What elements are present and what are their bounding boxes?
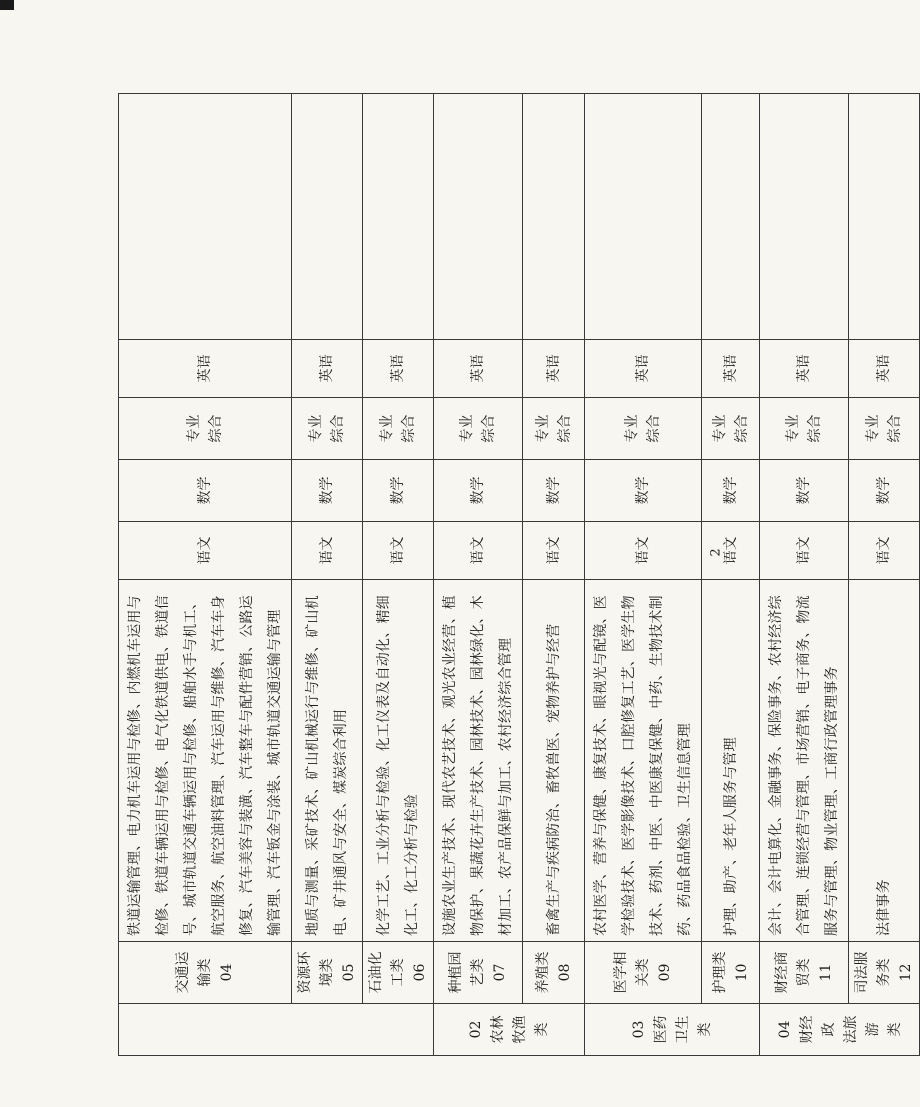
group-code: 04 bbox=[776, 1020, 793, 1039]
math-cell: 数学 bbox=[849, 460, 920, 522]
category-code: 09 bbox=[657, 963, 673, 982]
math-cell: 数学 bbox=[585, 460, 702, 522]
category-cell bbox=[585, 942, 702, 1004]
category-cell bbox=[702, 942, 760, 1004]
table-row bbox=[702, 94, 760, 1056]
category-name: 种植园艺类 bbox=[448, 951, 486, 994]
blank-cell bbox=[363, 94, 434, 340]
chinese-cell: 语文 bbox=[363, 522, 434, 580]
english-cell: 英语 bbox=[363, 340, 434, 398]
english-cell: 英语 bbox=[434, 340, 523, 398]
chinese-cell: 语文 bbox=[760, 522, 849, 580]
category-code: 12 bbox=[898, 963, 914, 982]
chinese-cell: 语文 bbox=[292, 522, 363, 580]
group-cell bbox=[119, 1004, 434, 1056]
specialty-cell: 专业 综合 bbox=[119, 398, 292, 460]
category-code: 11 bbox=[818, 963, 834, 982]
specialty-cell: 专业 综合 bbox=[434, 398, 523, 460]
exam-subject-table bbox=[118, 93, 920, 1056]
blank-cell bbox=[849, 94, 920, 340]
majors-cell: 设施农业生产技术、现代农艺技术、观光农业经营、植物保护、果蔬花卉生产技术、园林技术、园林绿化、木材加工、农产品保鲜与加工、农村经济综合管理 bbox=[434, 580, 523, 942]
category-code: 08 bbox=[556, 963, 573, 982]
table-row bbox=[434, 94, 523, 1056]
table-row bbox=[119, 94, 292, 1056]
group-cell: 02 农林 牧渔类 bbox=[434, 1004, 585, 1056]
category-name: 财经商贸类 bbox=[774, 951, 812, 994]
category-name: 护理类 bbox=[711, 951, 728, 994]
category-name: 石油化工类 bbox=[368, 951, 406, 994]
specialty-cell: 专业 综合 bbox=[363, 398, 434, 460]
category-name: 养殖类 bbox=[534, 951, 551, 994]
specialty-cell: 专业 综合 bbox=[523, 398, 585, 460]
category-cell bbox=[760, 942, 849, 1004]
math-cell: 数学 bbox=[523, 460, 585, 522]
category-cell bbox=[119, 942, 292, 1004]
chinese-cell: 语文 bbox=[434, 522, 523, 580]
english-cell: 英语 bbox=[523, 340, 585, 398]
group-code: 03 bbox=[631, 1020, 647, 1039]
majors-cell: 化学工艺、工业分析与检验、化工仪表及自动化、精细化工、化工分析与检验 bbox=[363, 580, 434, 942]
scan-corner-mark bbox=[0, 0, 14, 10]
blank-cell bbox=[119, 94, 292, 340]
blank-cell bbox=[434, 94, 523, 340]
blank-cell bbox=[292, 94, 363, 340]
specialty-cell: 专业 综合 bbox=[849, 398, 920, 460]
blank-cell bbox=[760, 94, 849, 340]
math-cell: 数学 bbox=[292, 460, 363, 522]
group-code: 02 bbox=[468, 1020, 484, 1039]
chinese-cell: 语文 bbox=[523, 522, 585, 580]
specialty-cell: 专业 综合 bbox=[702, 398, 760, 460]
english-cell: 英语 bbox=[119, 340, 292, 398]
table-row bbox=[849, 94, 920, 1056]
math-cell: 数学 bbox=[434, 460, 523, 522]
chinese-cell: 语文 bbox=[119, 522, 292, 580]
chinese-cell: 语文 bbox=[849, 522, 920, 580]
majors-cell: 地质与测量、采矿技术、矿山机械运行与维修、矿山机电、矿井通风与安全、煤炭综合利用 bbox=[292, 580, 363, 942]
english-cell: 英语 bbox=[760, 340, 849, 398]
group-cell: 04 财经政 法旅游 类 bbox=[760, 1004, 920, 1056]
category-code: 04 bbox=[219, 963, 235, 982]
table-row bbox=[292, 94, 363, 1056]
category-code: 07 bbox=[492, 963, 508, 982]
blank-cell bbox=[523, 94, 585, 340]
blank-cell bbox=[702, 94, 760, 340]
majors-cell: 铁道运输管理、电力机车运用与检修、内燃机车运用与检修、铁道车辆运用与检修、电气化铁道供电、铁道信号、城市轨道交通车辆运用与检修、船舶水手与机工、航空服务、航空油料管理、汽车运用与维修、汽车车身修复、汽车美容与装潢、汽车整车与配件营销、公路运输管理、汽车钣金与涂装、城市轨道交通运输与管理 bbox=[119, 580, 292, 942]
table-row bbox=[363, 94, 434, 1056]
english-cell: 英语 bbox=[702, 340, 760, 398]
category-cell bbox=[849, 942, 920, 1004]
table-row bbox=[523, 94, 585, 1056]
category-name: 交通运输类 bbox=[175, 951, 213, 994]
table-row bbox=[585, 94, 702, 1056]
majors-cell: 会计、会计电算化、金融事务、保险事务、农村经济综合管理、连锁经营与管理、市场营销、电子商务、物流服务与管理、物业管理、工商行政管理事务 bbox=[760, 580, 849, 942]
category-cell bbox=[434, 942, 523, 1004]
majors-cell: 护理、助产、老年人服务与管理 bbox=[702, 580, 760, 942]
chinese-cell: 语文 bbox=[585, 522, 702, 580]
category-cell bbox=[292, 942, 363, 1004]
category-name: 司法服务类 bbox=[854, 951, 892, 994]
group-cell: 03 医药 卫生类 bbox=[585, 1004, 760, 1056]
specialty-cell: 专业 综合 bbox=[585, 398, 702, 460]
category-cell bbox=[523, 942, 585, 1004]
math-cell: 数学 bbox=[702, 460, 760, 522]
english-cell: 英语 bbox=[849, 340, 920, 398]
majors-cell: 农村医学、营养与保健、康复技术、眼视光与配镜、医学检验技术、医学影像技术、口腔修复工艺、医学生物技术、药剂、中医、中医康复保健、中药、生物技术制药、药品食品检验、卫生信息管理 bbox=[585, 580, 702, 942]
category-code: 06 bbox=[412, 963, 428, 982]
table-row bbox=[760, 94, 849, 1056]
specialty-cell: 专业 综合 bbox=[292, 398, 363, 460]
rotated-table-sheet bbox=[118, 94, 914, 1056]
category-code: 05 bbox=[341, 963, 357, 982]
math-cell: 数学 bbox=[363, 460, 434, 522]
category-name: 医学相关类 bbox=[613, 951, 651, 994]
category-code: 10 bbox=[733, 963, 750, 982]
blank-cell bbox=[585, 94, 702, 340]
specialty-cell: 专业 综合 bbox=[760, 398, 849, 460]
english-cell: 英语 bbox=[585, 340, 702, 398]
majors-cell: 畜禽生产与疾病防治、畜牧兽医、宠物养护与经营 bbox=[523, 580, 585, 942]
math-cell: 数学 bbox=[760, 460, 849, 522]
math-cell: 数学 bbox=[119, 460, 292, 522]
category-name: 资源环境类 bbox=[297, 951, 335, 994]
page-number: 2 bbox=[708, 548, 724, 557]
majors-cell: 法律事务 bbox=[849, 580, 920, 942]
category-cell bbox=[363, 942, 434, 1004]
chinese-cell: 语文 bbox=[702, 522, 760, 580]
english-cell: 英语 bbox=[292, 340, 363, 398]
